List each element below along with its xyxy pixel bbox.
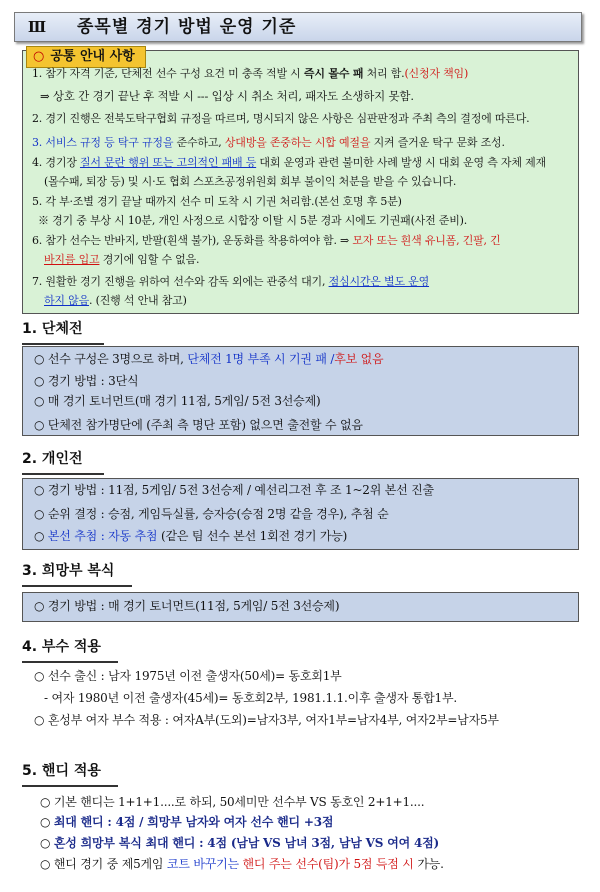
notice-line-2: ⇒ 상호 간 경기 끝난 후 적발 시 --- 입상 시 취소 처리, 패자도 소생하지 못함. [40,89,414,103]
section-heading-individual [22,448,83,470]
notice-line-10 [44,252,199,267]
notice-line-9 [32,233,501,248]
team-rule-2: ○ 경기 방법 : 3단식 [34,374,139,388]
heading-underline [22,661,118,663]
section-heading-text: 5. 핸디 적용 [22,763,101,779]
section-heading-text: 4. 부수 적용 [22,639,101,655]
notice-line-8: ※ 경기 중 부상 시 10분, 개인 사정으로 시합장 이탈 시 5분 경과 시에도 기권패(사전 준비). [38,214,468,227]
title-bar [14,12,582,42]
section-heading-handicap [22,760,101,782]
notice-text: 7. 원활한 경기 진행을 위하여 선수와 감독 외에는 관중석 대기, [32,275,329,288]
rule-text: ○ [34,529,48,543]
notice-line-3: 2. 경기 진행은 전북도탁구협회 규정을 따르며, 명시되지 않은 사항은 심판판정과 주최 측의 결정에 따른다. [32,112,530,125]
notice-warning: (신청자 책임) [404,67,469,80]
notice-line-1 [32,66,468,81]
team-rule-4: ○ 단체전 참가명단에 (주최 측 명단 포함) 없으면 출전할 수 없음 [34,418,363,432]
rule-text: ○ 핸디 경기 중 제5게임 [40,857,167,871]
page-title: 종목별 경기 방법 운영 기준 [77,17,297,37]
rule-text: ○ [40,836,54,850]
notice-blue-text: 하지 않음 [44,294,90,307]
division-rule-2: - 여자 1980년 이전 출생자(45세)= 동호회2부, 1981.1.1.이후 출생자 통합1부. [44,691,457,705]
rule-text: ○ [40,815,54,829]
individual-rule-2: ○ 순위 결정 : 승점, 게임득실률, 승자승(승점 2명 같을 경우), 추첨 순 [34,507,389,521]
notice-line-4 [32,135,505,150]
section-heading-hope-doubles [22,560,114,582]
notice-line-6: (몰수패, 퇴장 등) 및 시·도 협회 스포츠공정위원회 회부 불이익 처분을 받을 수 있습니다. [44,175,457,188]
notice-text: 6. 참가 선수는 반바지, 반팔(흰색 불가), 운동화를 착용하여야 함. ⇒ [32,234,353,247]
rule-blue-text: 본선 추첨 : 자동 추첨 [47,529,158,543]
rule-red-text: 핸디 주는 선수(팀)가 5점 득점 시 [242,857,414,871]
team-rule-1 [34,351,383,368]
rule-navy-text: 혼성 희망부 복식 최대 핸디 : 4점 (남남 VS 남녀 3점, 남남 VS 여여 4점) [53,836,439,850]
rule-text: (같은 팀 선수 본선 1회전 경기 가능) [157,529,348,543]
notice-red-text: 상대방을 존중하는 시합 예절을 [224,136,371,149]
individual-rule-3 [34,528,347,545]
section-number: Ⅲ [27,18,47,36]
division-rule-1: ○ 선수 출신 : 남자 1975년 이전 출생자(50세)= 동호회1부 [34,669,342,683]
common-notice-label [26,46,146,68]
rule-text: 가능. [413,857,444,871]
notice-blue-text: 점심시간은 별도 운영 [328,275,430,288]
notice-line-12 [44,293,187,308]
handicap-rule-2 [40,814,333,831]
heading-underline [22,585,132,587]
notice-red-text: 바지를 입고 [44,253,100,266]
notice-line-5 [32,155,546,170]
common-notice-title: 공통 안내 사항 [50,49,135,64]
section-heading-division [22,636,101,658]
rule-blue-text: 코트 바꾸기는 [166,857,239,871]
heading-underline [22,473,104,475]
notice-text: 대회 운영과 관련 불미한 사례 발생 시 대회 운영 측 자체 제재 [256,156,546,169]
notice-line-11 [32,274,429,289]
circle-bullet-icon: ○ [33,49,45,64]
hope-rule-1: ○ 경기 방법 : 매 경기 토너먼트(11점, 5게임/ 5전 3선승제) [34,599,340,613]
notice-text: . (진행 석 안내 참고) [89,294,187,307]
notice-text: 준수하고, [173,136,225,149]
rule-navy-text: 최대 핸디 : 4점 / 희망부 남자와 여자 선수 핸디 +3점 [53,815,334,829]
notice-red-text: 모자 또는 흰색 유니폼, 긴팔, 긴 [352,234,501,247]
notice-emphasis: 즉시 몰수 패 [303,67,364,80]
notice-text: 4. 경기장 [32,156,80,169]
notice-blue-text: 3. 서비스 규정 등 탁구 규정을 [32,136,174,149]
rule-text: ○ 선수 구성은 3명으로 하며, [34,352,188,366]
handicap-rule-4 [40,856,444,873]
heading-underline [22,785,118,787]
section-heading-text: 3. 희망부 복식 [22,563,115,579]
division-rule-3: ○ 혼성부 여자 부수 적용 : 여자A부(도외)=남자3부, 여자1부=남자4부, 여자2부=남자5부 [34,713,499,727]
notice-blue-text: 질서 문란 행위 또는 고의적인 패배 등 [79,156,257,169]
notice-text: 경기에 임할 수 없음. [99,253,200,266]
notice-line-7: 5. 각 부·조별 경기 끝날 때까지 선수 미 도착 시 기권 처리함.(본선 호명 후 5분) [32,195,402,208]
heading-underline [22,343,104,345]
team-rule-3: ○ 매 경기 토너먼트(매 경기 11점, 5게임/ 5전 3선승제) [34,394,321,408]
section-heading-team [22,318,83,340]
section-heading-text: 2. 개인전 [22,451,83,467]
notice-text: 처리 함. [363,67,405,80]
notice-text: 지켜 즐거운 탁구 문화 조성. [370,136,505,149]
section-heading-text: 1. 단체전 [22,321,83,337]
rule-blue-text: 단체전 1명 부족 시 기권 패 / [187,352,335,366]
rule-red-text: 후보 없음 [334,352,384,366]
handicap-rule-1: ○ 기본 핸디는 1+1+1....로 하되, 50세미만 선수부 VS 동호인 2+1+1.... [40,795,425,809]
handicap-rule-3 [40,835,439,852]
individual-rule-1: ○ 경기 방법 : 11점, 5게임/ 5전 3선승제 / 예선리그전 후 조 1~2위 본선 진출 [34,483,434,497]
notice-text: 1. 참가 자격 기준, 단체전 선수 구성 요건 미 충족 적발 시 [32,67,304,80]
